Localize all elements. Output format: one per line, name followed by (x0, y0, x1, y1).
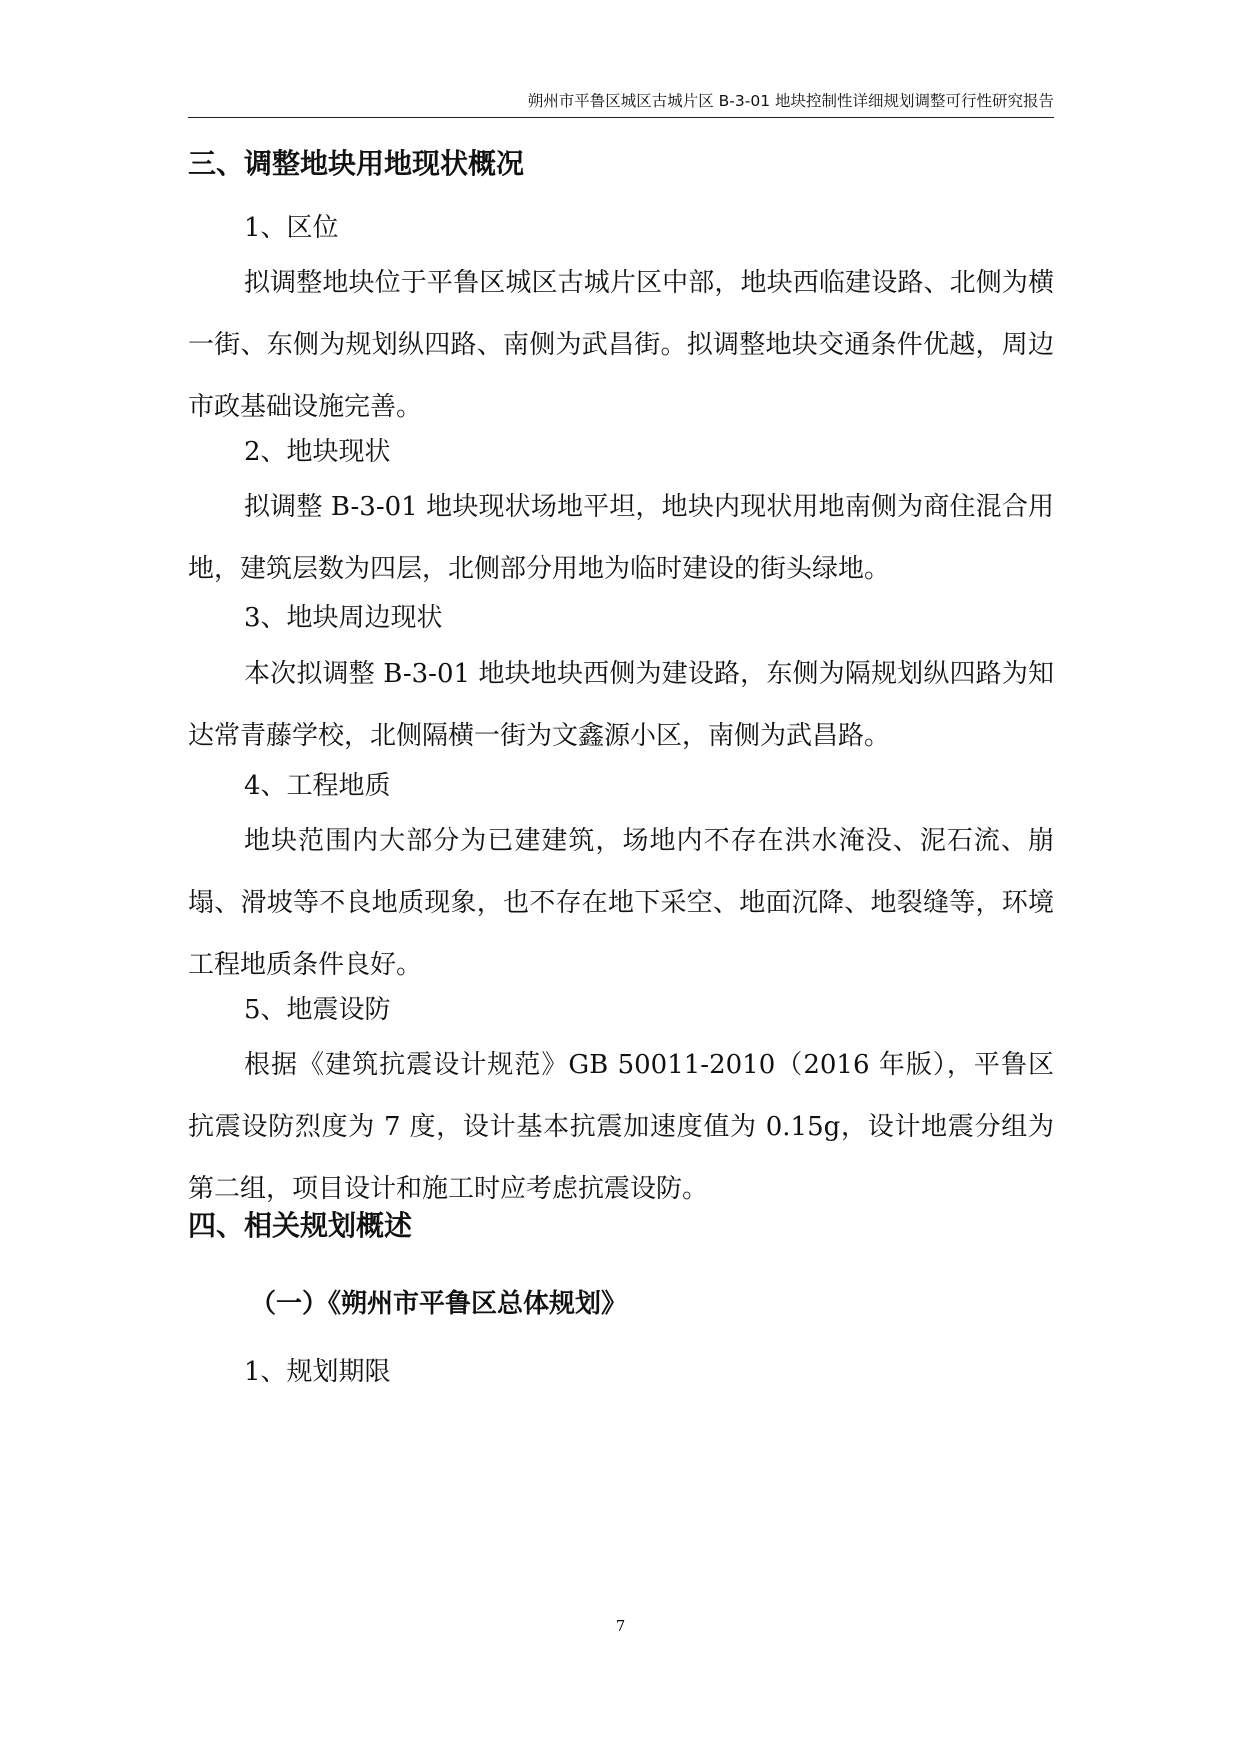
subsection-1-item-1-title: 1、规划期限 (244, 1357, 391, 1387)
item-4-title: 4、工程地质 (244, 771, 391, 801)
running-header: 朔州市平鲁区城区古城片区 B-3-01 地块控制性详细规划调整可行性研究报告 (527, 92, 1054, 110)
item-3-paragraph: 本次拟调整 B-3-01 地块地块西侧为建设路，东侧为隔规划纵四路为知达常青藤学校，北侧隔横一街为文鑫源小区，南侧为武昌路。 (188, 659, 1054, 751)
subsection-1-heading: （一）《朔州市平鲁区总体规划》 (250, 1289, 628, 1319)
item-2-title: 2、地块现状 (244, 437, 391, 467)
header-divider (188, 117, 1054, 118)
item-1-paragraph: 拟调整地块位于平鲁区城区古城片区中部，地块西临建设路、北侧为横一街、东侧为规划纵四路、南侧为武昌街。拟调整地块交通条件优越，周边市政基础设施完善。 (188, 268, 1054, 422)
page-number: 7 (615, 1617, 626, 1635)
item-1-title: 1、区位 (244, 213, 339, 243)
item-4-paragraph: 地块范围内大部分为已建建筑，场地内不存在洪水淹没、泥石流、崩塌、滑坡等不良地质现象，也不存在地下采空、地面沉降、地裂缝等，环境工程地质条件良好。 (188, 826, 1054, 980)
section-4-heading: 四、相关规划概述 (188, 1209, 413, 1242)
section-3-heading: 三、调整地块用地现状概况 (188, 147, 525, 180)
item-5-title: 5、地震设防 (244, 995, 391, 1025)
item-2-paragraph: 拟调整 B-3-01 地块现状场地平坦，地块内现状用地南侧为商住混合用地，建筑层数为四层，北侧部分用地为临时建设的街头绿地。 (188, 492, 1054, 584)
item-3-title: 3、地块周边现状 (244, 603, 443, 633)
item-5-paragraph: 根据《建筑抗震设计规范》GB 50011-2010（2016 年版），平鲁区抗震设防烈度为 7 度，设计基本抗震加速度值为 0.15g，设计地震分组为第二组，项目设计和施工时应考虑抗震设防。 (188, 1050, 1054, 1204)
